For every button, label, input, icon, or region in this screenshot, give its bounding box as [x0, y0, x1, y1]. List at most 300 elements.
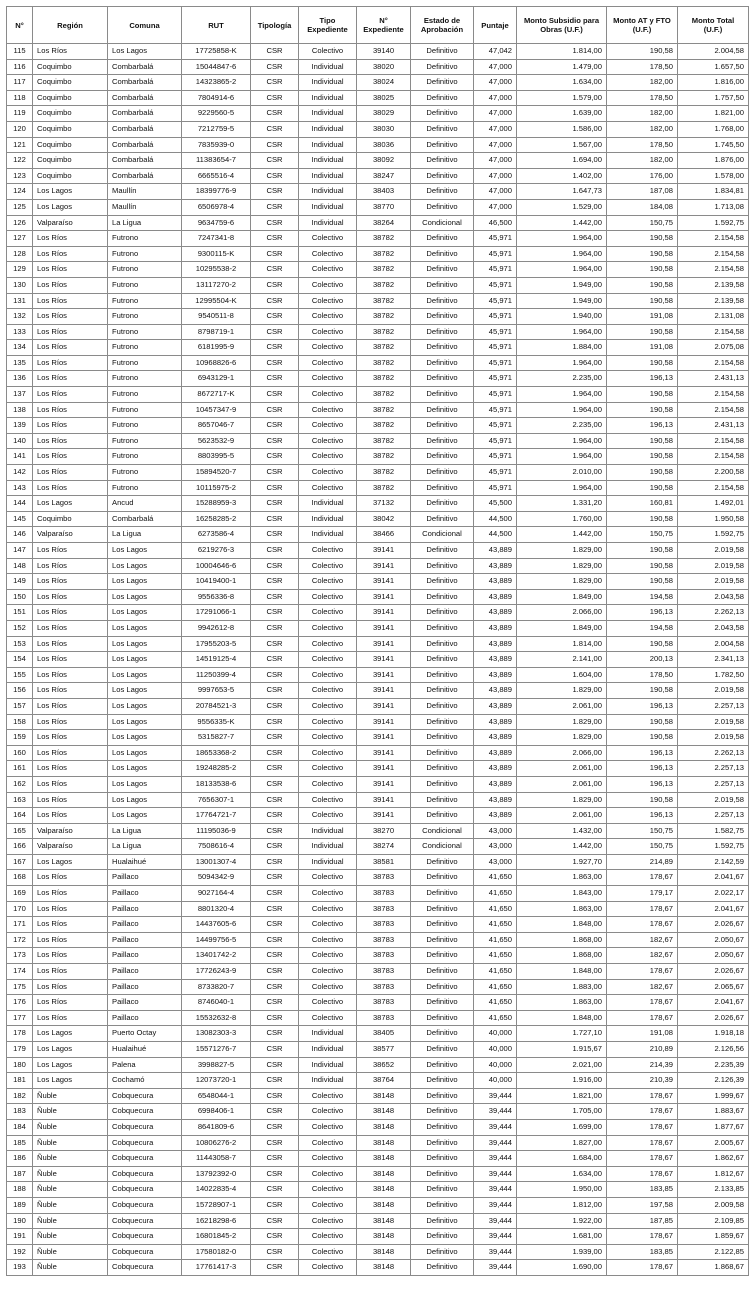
cell-monto-total: 1.578,00 — [678, 168, 749, 184]
cell-numero: 116 — [7, 59, 33, 75]
cell-tipologia: CSR — [251, 137, 299, 153]
cell-tipo-expediente: Colectivo — [299, 792, 357, 808]
cell-tipologia: CSR — [251, 1229, 299, 1245]
cell-region: Los Ríos — [33, 932, 108, 948]
cell-comuna: Cobquecura — [108, 1182, 182, 1198]
cell-estado-aprobacion: Definitivo — [411, 1166, 474, 1182]
cell-region: Los Ríos — [33, 948, 108, 964]
cell-estado-aprobacion: Definitivo — [411, 1010, 474, 1026]
cell-region: Los Ríos — [33, 667, 108, 683]
cell-region: Los Ríos — [33, 262, 108, 278]
cell-tipo-expediente: Colectivo — [299, 870, 357, 886]
cell-tipo-expediente: Colectivo — [299, 449, 357, 465]
cell-region: Ñuble — [33, 1135, 108, 1151]
cell-tipologia: CSR — [251, 511, 299, 527]
cell-monto-at-fto: 190,58 — [607, 231, 678, 247]
cell-monto-at-fto: 178,67 — [607, 1151, 678, 1167]
cell-monto-subsidio-obras: 2.061,00 — [517, 761, 607, 777]
cell-estado-aprobacion: Definitivo — [411, 652, 474, 668]
cell-region: Los Ríos — [33, 277, 108, 293]
cell-numero: 192 — [7, 1244, 33, 1260]
cell-tipologia: CSR — [251, 184, 299, 200]
cell-monto-subsidio-obras: 1.863,00 — [517, 870, 607, 886]
cell-tipologia: CSR — [251, 1104, 299, 1120]
table-row — [7, 433, 749, 449]
cell-numero: 156 — [7, 683, 33, 699]
cell-puntaje: 45,971 — [474, 418, 517, 434]
cell-comuna: Los Lagos — [108, 730, 182, 746]
cell-rut: 13117270-2 — [182, 277, 251, 293]
cell-monto-total: 2.043,58 — [678, 620, 749, 636]
cell-region: Los Ríos — [33, 246, 108, 262]
cell-numero-expediente: 38030 — [357, 121, 411, 137]
cell-puntaje: 43,889 — [474, 558, 517, 574]
cell-numero: 132 — [7, 309, 33, 325]
cell-puntaje: 43,889 — [474, 761, 517, 777]
cell-monto-subsidio-obras: 1.829,00 — [517, 543, 607, 559]
cell-comuna: Los Lagos — [108, 698, 182, 714]
cell-monto-at-fto: 196,13 — [607, 761, 678, 777]
cell-region: Coquimbo — [33, 59, 108, 75]
cell-monto-total: 2.262,13 — [678, 745, 749, 761]
cell-monto-subsidio-obras: 1.442,00 — [517, 839, 607, 855]
cell-numero-expediente: 38148 — [357, 1135, 411, 1151]
cell-puntaje: 41,650 — [474, 995, 517, 1011]
table-header-row — [7, 7, 749, 44]
cell-comuna: Los Lagos — [108, 558, 182, 574]
cell-rut: 9556335-K — [182, 714, 251, 730]
cell-puntaje: 41,650 — [474, 964, 517, 980]
cell-monto-subsidio-obras: 1.964,00 — [517, 433, 607, 449]
cell-region: Los Lagos — [33, 199, 108, 215]
cell-comuna: Los Lagos — [108, 714, 182, 730]
cell-estado-aprobacion: Definitivo — [411, 199, 474, 215]
cell-tipo-expediente: Individual — [299, 90, 357, 106]
cell-estado-aprobacion: Definitivo — [411, 870, 474, 886]
cell-tipologia: CSR — [251, 293, 299, 309]
cell-rut: 17291066-1 — [182, 605, 251, 621]
cell-region: Coquimbo — [33, 168, 108, 184]
table-row — [7, 340, 749, 356]
cell-tipo-expediente: Colectivo — [299, 324, 357, 340]
cell-numero-expediente: 38148 — [357, 1260, 411, 1276]
cell-numero-expediente: 39141 — [357, 698, 411, 714]
cell-puntaje: 43,889 — [474, 605, 517, 621]
cell-monto-at-fto: 196,13 — [607, 698, 678, 714]
cell-estado-aprobacion: Definitivo — [411, 465, 474, 481]
cell-rut: 13082303-3 — [182, 1026, 251, 1042]
cell-tipo-expediente: Colectivo — [299, 761, 357, 777]
cell-monto-subsidio-obras: 1.442,00 — [517, 215, 607, 231]
cell-monto-at-fto: 179,17 — [607, 886, 678, 902]
cell-tipologia: CSR — [251, 480, 299, 496]
cell-monto-total: 1.657,50 — [678, 59, 749, 75]
cell-numero-expediente: 38782 — [357, 324, 411, 340]
cell-estado-aprobacion: Definitivo — [411, 558, 474, 574]
cell-rut: 6219276-3 — [182, 543, 251, 559]
cell-monto-total: 2.200,58 — [678, 465, 749, 481]
cell-numero-expediente: 39141 — [357, 776, 411, 792]
cell-tipo-expediente: Colectivo — [299, 730, 357, 746]
cell-numero-expediente: 37132 — [357, 496, 411, 512]
table-row — [7, 1244, 749, 1260]
table-row — [7, 465, 749, 481]
cell-estado-aprobacion: Definitivo — [411, 745, 474, 761]
cell-monto-total: 1.582,75 — [678, 823, 749, 839]
cell-numero-expediente: 38036 — [357, 137, 411, 153]
cell-monto-subsidio-obras: 1.402,00 — [517, 168, 607, 184]
cell-numero: 138 — [7, 402, 33, 418]
cell-comuna: Cobquecura — [108, 1135, 182, 1151]
cell-rut: 7508616-4 — [182, 839, 251, 855]
table-row — [7, 246, 749, 262]
cell-numero: 185 — [7, 1135, 33, 1151]
cell-region: Los Lagos — [33, 184, 108, 200]
table-row — [7, 823, 749, 839]
cell-region: Coquimbo — [33, 106, 108, 122]
cell-monto-total: 2.050,67 — [678, 932, 749, 948]
cell-numero-expediente: 38783 — [357, 886, 411, 902]
cell-numero: 119 — [7, 106, 33, 122]
cell-monto-total: 1.834,81 — [678, 184, 749, 200]
cell-monto-total: 1.859,67 — [678, 1229, 749, 1245]
cell-monto-at-fto: 178,67 — [607, 901, 678, 917]
col-header-tipo-expediente: Tipo Expediente — [299, 7, 357, 44]
cell-monto-subsidio-obras: 1.849,00 — [517, 589, 607, 605]
cell-monto-at-fto: 178,67 — [607, 1010, 678, 1026]
cell-region: Valparaíso — [33, 839, 108, 855]
cell-puntaje: 45,500 — [474, 496, 517, 512]
cell-tipologia: CSR — [251, 652, 299, 668]
cell-numero: 129 — [7, 262, 33, 278]
cell-tipo-expediente: Colectivo — [299, 558, 357, 574]
cell-monto-at-fto: 184,08 — [607, 199, 678, 215]
cell-region: Ñuble — [33, 1213, 108, 1229]
cell-rut: 17955203-5 — [182, 636, 251, 652]
cell-monto-total: 2.019,58 — [678, 792, 749, 808]
cell-region: Los Ríos — [33, 465, 108, 481]
cell-monto-subsidio-obras: 1.821,00 — [517, 1088, 607, 1104]
cell-rut: 10004646-6 — [182, 558, 251, 574]
cell-estado-aprobacion: Definitivo — [411, 340, 474, 356]
cell-tipo-expediente: Colectivo — [299, 917, 357, 933]
cell-monto-total: 2.019,58 — [678, 730, 749, 746]
cell-tipologia: CSR — [251, 309, 299, 325]
cell-numero: 189 — [7, 1197, 33, 1213]
cell-rut: 11443058-7 — [182, 1151, 251, 1167]
cell-numero: 182 — [7, 1088, 33, 1104]
cell-rut: 14323865-2 — [182, 75, 251, 91]
cell-region: Los Ríos — [33, 995, 108, 1011]
table-row — [7, 1182, 749, 1198]
table-row — [7, 355, 749, 371]
cell-comuna: Futrono — [108, 355, 182, 371]
cell-numero-expediente: 38577 — [357, 1042, 411, 1058]
table-row — [7, 387, 749, 403]
cell-monto-subsidio-obras: 1.964,00 — [517, 402, 607, 418]
cell-tipo-expediente: Colectivo — [299, 1119, 357, 1135]
cell-region: Los Ríos — [33, 387, 108, 403]
cell-comuna: Ancud — [108, 496, 182, 512]
cell-numero: 171 — [7, 917, 33, 933]
cell-numero: 169 — [7, 886, 33, 902]
cell-estado-aprobacion: Definitivo — [411, 636, 474, 652]
cell-comuna: Combarbalá — [108, 90, 182, 106]
cell-monto-subsidio-obras: 1.442,00 — [517, 527, 607, 543]
cell-tipo-expediente: Colectivo — [299, 932, 357, 948]
table-row — [7, 714, 749, 730]
cell-tipo-expediente: Colectivo — [299, 683, 357, 699]
cell-monto-at-fto: 210,39 — [607, 1073, 678, 1089]
cell-comuna: La Ligua — [108, 839, 182, 855]
cell-monto-at-fto: 190,58 — [607, 730, 678, 746]
table-row — [7, 683, 749, 699]
cell-tipo-expediente: Colectivo — [299, 293, 357, 309]
cell-estado-aprobacion: Definitivo — [411, 246, 474, 262]
cell-monto-at-fto: 194,58 — [607, 620, 678, 636]
cell-monto-at-fto: 190,58 — [607, 293, 678, 309]
cell-tipo-expediente: Individual — [299, 59, 357, 75]
cell-rut: 12073720-1 — [182, 1073, 251, 1089]
cell-puntaje: 47,000 — [474, 75, 517, 91]
cell-region: Los Ríos — [33, 714, 108, 730]
cell-tipologia: CSR — [251, 387, 299, 403]
cell-monto-at-fto: 190,58 — [607, 246, 678, 262]
cell-monto-subsidio-obras: 1.915,67 — [517, 1042, 607, 1058]
cell-monto-subsidio-obras: 1.964,00 — [517, 449, 607, 465]
cell-monto-total: 1.918,18 — [678, 1026, 749, 1042]
cell-numero-expediente: 39141 — [357, 636, 411, 652]
cell-region: Los Ríos — [33, 558, 108, 574]
cell-puntaje: 45,971 — [474, 355, 517, 371]
cell-rut: 9997653-5 — [182, 683, 251, 699]
cell-region: Ñuble — [33, 1260, 108, 1276]
cell-region: Los Lagos — [33, 854, 108, 870]
cell-numero: 140 — [7, 433, 33, 449]
cell-monto-at-fto: 197,58 — [607, 1197, 678, 1213]
table-row — [7, 917, 749, 933]
cell-monto-total: 1.492,01 — [678, 496, 749, 512]
cell-tipologia: CSR — [251, 1073, 299, 1089]
table-row — [7, 418, 749, 434]
cell-numero-expediente: 39141 — [357, 761, 411, 777]
cell-monto-at-fto: 182,00 — [607, 153, 678, 169]
table-row — [7, 636, 749, 652]
cell-estado-aprobacion: Definitivo — [411, 1244, 474, 1260]
cell-tipologia: CSR — [251, 59, 299, 75]
table-row — [7, 324, 749, 340]
table-row — [7, 168, 749, 184]
cell-rut: 7247341-8 — [182, 231, 251, 247]
cell-rut: 15571276-7 — [182, 1042, 251, 1058]
table-row — [7, 1104, 749, 1120]
cell-monto-total: 1.592,75 — [678, 527, 749, 543]
cell-monto-subsidio-obras: 1.814,00 — [517, 636, 607, 652]
cell-numero-expediente: 38782 — [357, 402, 411, 418]
cell-numero: 135 — [7, 355, 33, 371]
cell-numero-expediente: 39141 — [357, 745, 411, 761]
cell-monto-at-fto: 150,75 — [607, 527, 678, 543]
cell-region: Ñuble — [33, 1229, 108, 1245]
cell-region: Los Ríos — [33, 620, 108, 636]
cell-numero: 180 — [7, 1057, 33, 1073]
cell-tipologia: CSR — [251, 636, 299, 652]
cell-tipo-expediente: Individual — [299, 121, 357, 137]
cell-numero-expediente: 38403 — [357, 184, 411, 200]
cell-monto-subsidio-obras: 2.010,00 — [517, 465, 607, 481]
cell-monto-at-fto: 178,67 — [607, 1104, 678, 1120]
cell-rut: 10419400-1 — [182, 574, 251, 590]
cell-rut: 8801320-4 — [182, 901, 251, 917]
cell-monto-subsidio-obras: 1.812,00 — [517, 1197, 607, 1213]
cell-tipologia: CSR — [251, 558, 299, 574]
table-row — [7, 730, 749, 746]
cell-numero: 148 — [7, 558, 33, 574]
cell-numero: 120 — [7, 121, 33, 137]
cell-tipo-expediente: Colectivo — [299, 605, 357, 621]
cell-estado-aprobacion: Definitivo — [411, 776, 474, 792]
cell-monto-subsidio-obras: 1.705,00 — [517, 1104, 607, 1120]
table-row — [7, 1151, 749, 1167]
table-row — [7, 589, 749, 605]
cell-rut: 7212759-5 — [182, 121, 251, 137]
cell-numero-expediente: 38029 — [357, 106, 411, 122]
cell-tipo-expediente: Individual — [299, 1073, 357, 1089]
cell-monto-subsidio-obras: 1.848,00 — [517, 917, 607, 933]
cell-estado-aprobacion: Definitivo — [411, 808, 474, 824]
cell-region: Los Ríos — [33, 340, 108, 356]
cell-rut: 5315827-7 — [182, 730, 251, 746]
cell-estado-aprobacion: Definitivo — [411, 1119, 474, 1135]
cell-monto-subsidio-obras: 1.827,00 — [517, 1135, 607, 1151]
cell-monto-subsidio-obras: 2.066,00 — [517, 745, 607, 761]
cell-monto-at-fto: 214,39 — [607, 1057, 678, 1073]
cell-numero: 122 — [7, 153, 33, 169]
table-row — [7, 792, 749, 808]
cell-monto-total: 2.154,58 — [678, 231, 749, 247]
cell-tipo-expediente: Individual — [299, 1042, 357, 1058]
cell-comuna: Paillaco — [108, 1010, 182, 1026]
cell-tipo-expediente: Colectivo — [299, 652, 357, 668]
cell-tipo-expediente: Colectivo — [299, 44, 357, 60]
cell-tipo-expediente: Colectivo — [299, 402, 357, 418]
cell-comuna: Cobquecura — [108, 1119, 182, 1135]
cell-monto-total: 1.713,08 — [678, 199, 749, 215]
cell-monto-total: 2.009,58 — [678, 1197, 749, 1213]
cell-estado-aprobacion: Definitivo — [411, 106, 474, 122]
cell-monto-total: 1.782,50 — [678, 667, 749, 683]
cell-tipologia: CSR — [251, 870, 299, 886]
cell-puntaje: 39,444 — [474, 1260, 517, 1276]
cell-puntaje: 44,500 — [474, 511, 517, 527]
cell-estado-aprobacion: Definitivo — [411, 75, 474, 91]
cell-estado-aprobacion: Definitivo — [411, 1197, 474, 1213]
cell-numero-expediente: 38782 — [357, 262, 411, 278]
cell-tipologia: CSR — [251, 823, 299, 839]
cell-tipologia: CSR — [251, 44, 299, 60]
cell-monto-at-fto: 178,67 — [607, 1135, 678, 1151]
cell-monto-total: 2.341,13 — [678, 652, 749, 668]
cell-comuna: Los Lagos — [108, 636, 182, 652]
cell-estado-aprobacion: Definitivo — [411, 1042, 474, 1058]
cell-monto-at-fto: 190,58 — [607, 44, 678, 60]
cell-numero-expediente: 38783 — [357, 1010, 411, 1026]
table-row — [7, 964, 749, 980]
cell-puntaje: 45,971 — [474, 387, 517, 403]
cell-puntaje: 41,650 — [474, 979, 517, 995]
cell-rut: 15288959-3 — [182, 496, 251, 512]
cell-puntaje: 47,000 — [474, 137, 517, 153]
cell-tipologia: CSR — [251, 714, 299, 730]
cell-numero-expediente: 38148 — [357, 1244, 411, 1260]
cell-numero: 190 — [7, 1213, 33, 1229]
cell-estado-aprobacion: Definitivo — [411, 886, 474, 902]
cell-rut: 15532632-8 — [182, 1010, 251, 1026]
cell-puntaje: 43,889 — [474, 574, 517, 590]
cell-region: Los Ríos — [33, 231, 108, 247]
cell-rut: 17726243-9 — [182, 964, 251, 980]
cell-comuna: Combarbalá — [108, 106, 182, 122]
col-header-rut: RUT — [182, 7, 251, 44]
cell-tipo-expediente: Colectivo — [299, 1244, 357, 1260]
cell-monto-at-fto: 178,50 — [607, 90, 678, 106]
cell-numero-expediente: 38782 — [357, 449, 411, 465]
cell-rut: 6181995-9 — [182, 340, 251, 356]
cell-tipo-expediente: Colectivo — [299, 901, 357, 917]
cell-tipo-expediente: Colectivo — [299, 1229, 357, 1245]
cell-tipologia: CSR — [251, 730, 299, 746]
cell-numero: 191 — [7, 1229, 33, 1245]
cell-monto-total: 1.592,75 — [678, 839, 749, 855]
cell-tipologia: CSR — [251, 620, 299, 636]
cell-monto-total: 1.757,50 — [678, 90, 749, 106]
cell-numero: 134 — [7, 340, 33, 356]
cell-comuna: Paillaco — [108, 932, 182, 948]
cell-puntaje: 40,000 — [474, 1073, 517, 1089]
cell-puntaje: 43,000 — [474, 823, 517, 839]
cell-region: Los Ríos — [33, 574, 108, 590]
cell-comuna: Los Lagos — [108, 792, 182, 808]
cell-tipologia: CSR — [251, 948, 299, 964]
cell-rut: 6665516-4 — [182, 168, 251, 184]
cell-puntaje: 43,889 — [474, 792, 517, 808]
cell-numero: 130 — [7, 277, 33, 293]
cell-monto-total: 1.883,67 — [678, 1104, 749, 1120]
cell-region: Los Ríos — [33, 433, 108, 449]
cell-estado-aprobacion: Definitivo — [411, 121, 474, 137]
table-row — [7, 886, 749, 902]
cell-comuna: Futrono — [108, 340, 182, 356]
cell-comuna: Cobquecura — [108, 1166, 182, 1182]
cell-puntaje: 47,000 — [474, 168, 517, 184]
cell-comuna: Los Lagos — [108, 667, 182, 683]
table-row — [7, 1073, 749, 1089]
cell-puntaje: 41,650 — [474, 901, 517, 917]
cell-numero: 183 — [7, 1104, 33, 1120]
cell-comuna: Futrono — [108, 480, 182, 496]
cell-comuna: Futrono — [108, 433, 182, 449]
cell-monto-subsidio-obras: 2.235,00 — [517, 418, 607, 434]
cell-tipo-expediente: Colectivo — [299, 745, 357, 761]
table-row — [7, 153, 749, 169]
cell-estado-aprobacion: Definitivo — [411, 418, 474, 434]
cell-numero: 128 — [7, 246, 33, 262]
cell-rut: 8641809-6 — [182, 1119, 251, 1135]
document-page — [6, 6, 749, 1276]
cell-numero: 172 — [7, 932, 33, 948]
cell-numero: 188 — [7, 1182, 33, 1198]
cell-tipo-expediente: Colectivo — [299, 948, 357, 964]
